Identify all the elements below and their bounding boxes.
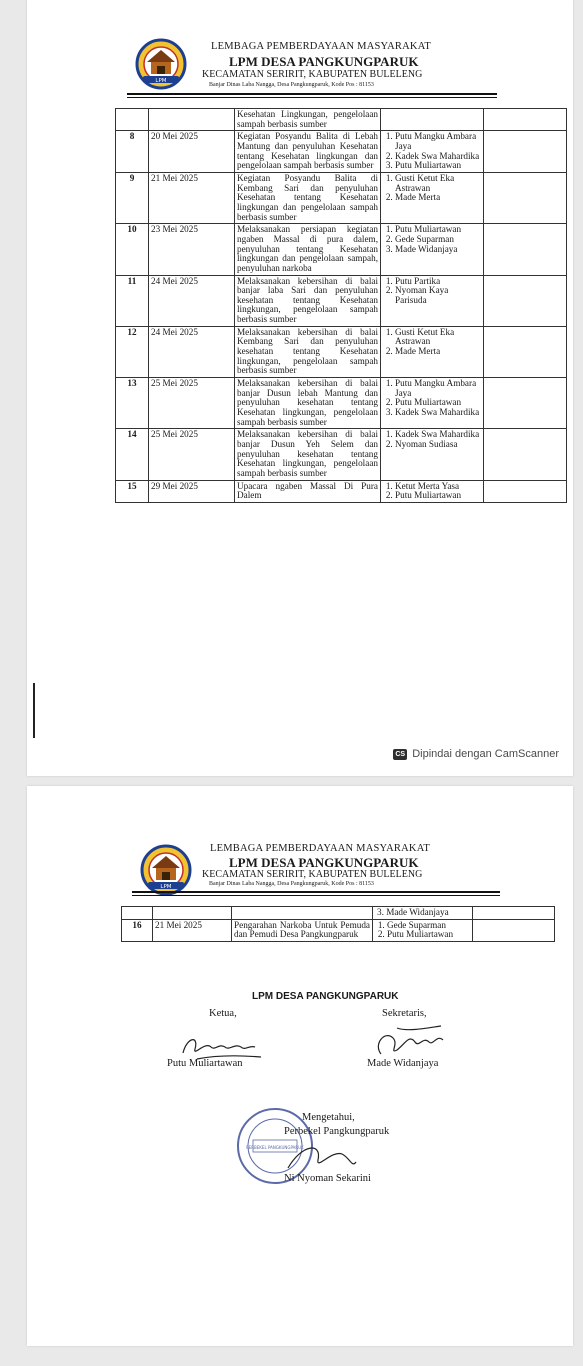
org-name: LPM DESA PANGKUNGPARUK [229, 855, 419, 870]
row-notes [473, 919, 555, 941]
row-activity: Melaksanakan persiapan kegiatan ngaben Massal di pura dalem, penyuluhan tentang Kesehatan lingkungan dan pengelolaan sampah, penyuluhan narkoba [235, 224, 381, 275]
table-row [116, 109, 567, 131]
row-persons-in-charge [373, 919, 473, 941]
district-line: KECAMATAN SERIRIT, KABUPATEN BULELENG [202, 69, 423, 80]
row-date: 23 Mei 2025 [149, 224, 235, 275]
row-persons-in-charge [381, 131, 484, 173]
pic-name: 1. Ketut Merta Yasa [395, 482, 481, 492]
perbekel-name: Ni Nyoman Sekarini [284, 1173, 371, 1184]
pic-name: 2. Made Merta [395, 193, 481, 203]
header-rule-thin [127, 97, 497, 98]
row-notes [484, 109, 567, 131]
row-activity: Upacara ngaben Massal Di Pura Dalem [235, 480, 381, 502]
row-activity: Melaksanakan kebersihan di balai banjar laba Sari dan penyuluhan kesehatan tentang Kesehatan lingkungan, pengelolaan sampah berbasis sumber [235, 275, 381, 326]
row-number: 12 [116, 326, 149, 377]
signature-block-title: LPM DESA PANGKUNGPARUK [252, 991, 399, 1002]
pic-continuation: 3. Made Widanjaya [373, 907, 473, 920]
scanned-page-1 [27, 0, 573, 776]
table-row [116, 378, 567, 429]
row-notes [484, 429, 567, 480]
row-activity: Kegiatan Posyandu Balita di Lebah Mantung dan penyuluhan Kesehatan tentang Kesehatan lingkungan dan pengelolaan sampah berbasis sumber [235, 131, 381, 173]
row-number: 10 [116, 224, 149, 275]
pic-name: 1. Putu Mangku Ambara Jaya [395, 379, 481, 398]
row-notes [484, 172, 567, 223]
table-row [116, 480, 567, 502]
table-row [116, 131, 567, 173]
row-date: 20 Mei 2025 [149, 131, 235, 173]
row-number: 16 [122, 919, 153, 941]
header-rule [132, 891, 500, 893]
row-notes [484, 224, 567, 275]
row-activity: Melaksanakan kebersihan di balai banjar Dusun lebah Mantung dan penyuluhan kesehatan tentang Kesehatan lingkungan, pengelolaan sampah berbasis sumber [235, 378, 381, 429]
pic-name: 2. Nyoman Kaya Parisuda [395, 286, 481, 305]
table-row [116, 275, 567, 326]
row-notes [484, 480, 567, 502]
row-date: 24 Mei 2025 [149, 326, 235, 377]
row-activity: Melaksanakan kebersihan di balai Kembang Sari dan penyuluhan kesehatan tentang Kesehatan lingkungan, pengelolaan sampah berbasis sumber [235, 326, 381, 377]
pic-name: 1. Putu Partika [395, 277, 481, 287]
camscanner-icon: CS [393, 749, 407, 760]
row-persons-in-charge [381, 429, 484, 480]
pic-name: 1. Gusti Ketut Eka Astrawan [395, 328, 481, 347]
row-persons-in-charge [381, 326, 484, 377]
row-persons-in-charge [381, 109, 484, 131]
header-rule [127, 93, 497, 95]
pic-name: 2. Putu Muliartawan [395, 491, 481, 501]
scan-edge-mark [33, 683, 35, 738]
address-line: Banjar Dinas Laba Nangga, Desa Pangkungparuk, Kode Pos : 81153 [209, 82, 374, 88]
row-date: 21 Mei 2025 [153, 919, 232, 941]
district-line: KECAMATAN SERIRIT, KABUPATEN BULELENG [202, 869, 423, 880]
pic-name: 2. Gede Suparman [395, 235, 481, 245]
perbekel-signature-icon [282, 1138, 362, 1178]
row-number: 14 [116, 429, 149, 480]
address-line: Banjar Dinas Laba Nangga, Desa Pangkungparuk, Kode Pos : 81153 [209, 881, 374, 887]
pic-name: 3. Kadek Swa Mahardika [395, 408, 481, 418]
org-line: LEMBAGA PEMBERDAYAAN MASYARAKAT [210, 843, 430, 854]
row-persons-in-charge [381, 172, 484, 223]
org-line: LEMBAGA PEMBERDAYAAN MASYARAKAT [211, 41, 431, 52]
row-date: 25 Mei 2025 [149, 378, 235, 429]
pic-name: 3. Putu Muliartawan [395, 161, 481, 171]
pic-name: 2. Nyoman Sudiasa [395, 440, 481, 450]
pic-name: 1. Gede Suparman [387, 921, 470, 931]
table-row [116, 429, 567, 480]
row-activity: Kegiatan Posyandu Balita di Kembang Sari dan penyuluhan Kesehatan tentang Kesehatan lingkungan dan pengelolaan sampah berbasis sumber [235, 172, 381, 223]
pic-name: 2. Putu Muliartawan [387, 930, 470, 940]
ketua-name: Putu Muliartawan [167, 1058, 243, 1069]
pic-name: 2. Putu Muliartawan [395, 398, 481, 408]
scanned-page-2 [27, 786, 573, 1346]
pic-name: 1. Putu Muliartawan [395, 225, 481, 235]
camscanner-label: Dipindai dengan CamScanner [412, 748, 559, 760]
camscanner-badge [393, 748, 559, 760]
org-name: LPM DESA PANGKUNGPARUK [229, 54, 419, 69]
activity-table [115, 108, 567, 503]
row-date: 21 Mei 2025 [149, 172, 235, 223]
row-notes [484, 131, 567, 173]
row-persons-in-charge [381, 378, 484, 429]
row-number: 8 [116, 131, 149, 173]
pic-name: 1. Gusti Ketut Eka Astrawan [395, 174, 481, 193]
row-date: 29 Mei 2025 [149, 480, 235, 502]
row-activity: Kesehatan Lingkungan, pengelolaan sampah berbasis sumber [235, 109, 381, 131]
table-row [116, 224, 567, 275]
svg-text:LPM: LPM [155, 78, 167, 84]
row-activity: Melaksanakan kebersihan di balai banjar Dusun Yeh Selem dan penyuluhan kesehatan tentang Kesehatan lingkungan, pengelolaan sampah berbasis sumber [235, 429, 381, 480]
svg-text:PERBEKEL PANGKUNGPARUK: PERBEKEL PANGKUNGPARUK [246, 1145, 304, 1150]
pic-name: 3. Made Widanjaya [395, 245, 481, 255]
pic-name: 2. Kadek Swa Mahardika [395, 152, 481, 162]
table-row [122, 907, 555, 920]
lpm-emblem-icon [140, 844, 192, 896]
row-persons-in-charge [381, 275, 484, 326]
row-date [149, 109, 235, 131]
pic-name: 1. Putu Mangku Ambara Jaya [395, 132, 481, 151]
pic-name: 1. Kadek Swa Mahardika [395, 430, 481, 440]
row-persons-in-charge [381, 224, 484, 275]
table-row [122, 919, 555, 941]
header-rule-thin [132, 895, 500, 896]
pic-name: 2. Made Merta [395, 347, 481, 357]
row-date: 25 Mei 2025 [149, 429, 235, 480]
row-number: 15 [116, 480, 149, 502]
mengetahui-label: Mengetahui, [302, 1112, 355, 1123]
row-activity: Pengarahan Narkoba Untuk Pemuda dan Pemudi Desa Pangkungparuk [232, 919, 373, 941]
row-date: 24 Mei 2025 [149, 275, 235, 326]
row-number: 9 [116, 172, 149, 223]
row-persons-in-charge [381, 480, 484, 502]
row-number: 11 [116, 275, 149, 326]
table-row [116, 172, 567, 223]
ketua-label: Ketua, [209, 1008, 237, 1019]
sekretaris-name: Made Widanjaya [367, 1058, 439, 1069]
table-row [116, 326, 567, 377]
lpm-emblem-icon [135, 38, 187, 90]
row-number: 13 [116, 378, 149, 429]
row-notes [484, 275, 567, 326]
row-notes [484, 326, 567, 377]
row-number [116, 109, 149, 131]
activity-table-continued [121, 906, 555, 942]
perbekel-label: Perbekel Pangkungparuk [284, 1126, 390, 1137]
sekretaris-label: Sekretaris, [382, 1008, 427, 1019]
row-notes [484, 378, 567, 429]
svg-text:LPM: LPM [160, 884, 172, 890]
